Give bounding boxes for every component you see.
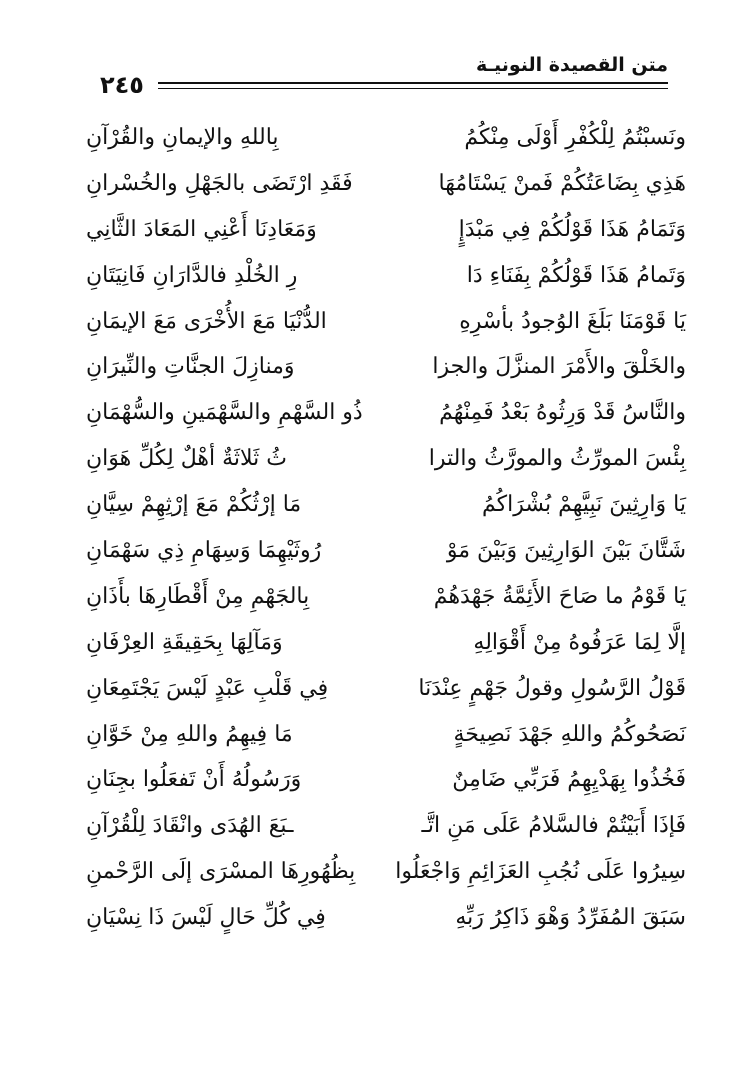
verse-line (86, 669, 686, 715)
first-hemistich: سَبَقَ المُفَرِّدُ وَهْوَ ذَاكِرُ رَبِّهِ (455, 905, 686, 931)
second-hemistich: ـبَعَ الهُدَى وانْقَادَ لِلْقُرْآنِ (86, 813, 294, 839)
first-hemistich: فَإذَا أَبَيْتُمْ فالسَّلامُ عَلَى مَنِ اتَّـ (421, 813, 686, 839)
verse-line (86, 898, 686, 944)
first-hemistich: إلَّا لِمَا عَرَفُوهُ مِنْ أَقْوَالِهِ (473, 629, 686, 655)
first-hemistich: وَتَمَامُ هَذَا قَوْلُكُمْ فِي مَبْدَإٍ (458, 216, 686, 242)
second-hemistich: بِالجَهْمِ مِنْ أَقْطَارِهَا بأَذَانِ (86, 583, 310, 609)
second-hemistich: فِي كُلِّ حَالٍ لَيْسَ ذَا نِسْيَانِ (86, 905, 326, 931)
second-hemistich: بِاللهِ والإيمانِ والقُرْآنِ (86, 125, 279, 150)
second-hemistich: رُوثَيْهِمَا وَسِهَامِ ذِي سَهْمَانِ (86, 538, 322, 564)
first-hemistich: يَا وَارِثِينَ نَبِيَّهِمْ بُشْرَاكُمُ (482, 492, 686, 518)
second-hemistich: فِي قَلْبِ عَبْدٍ لَيْسَ يَجْتَمِعَانِ (86, 675, 329, 701)
first-hemistich: ونَسبْتُمُ لِلْكُفْرِ أَوْلَى مِنْكُمُ (464, 125, 686, 150)
verse-line (86, 485, 686, 531)
verse-line (86, 302, 686, 348)
second-hemistich: مَا إرْثُكُمْ مَعَ إرْثِهِمْ سِيَّانِ (86, 492, 302, 518)
first-hemistich: شَتَّانَ بَيْنَ الوَارِثِينَ وَبَيْنَ مَوْ (446, 538, 686, 564)
first-hemistich: وَتَمامُ هَذَا قَوْلُكُمْ بِفَنَاءِ دَا (466, 262, 686, 288)
verse-line (86, 760, 686, 806)
first-hemistich: فَخُذُوا بِهَدْيِهِمُ فَرَبِّي ضَامِنٌ (452, 767, 686, 793)
first-hemistich: بِئْسَ المورِّثُ والمورَّثُ والترا (428, 446, 686, 472)
verse-line (86, 715, 686, 761)
second-hemistich: الدُّنْيَا مَعَ الأُخْرَى مَعَ الإيمَانِ (86, 308, 327, 334)
second-hemistich: بِظُهُورِهَا المسْرَى إلَى الرَّحْمنِ (86, 859, 356, 885)
second-hemistich: وَمَآلِهَا بِحَقِيقَةِ العِرْفَانِ (86, 629, 283, 655)
second-hemistich: ثُ ثَلاثَةٌ أهْلٌ لِكُلِّ هَوَانِ (86, 446, 287, 472)
second-hemistich: مَا فِيهِمُ واللهِ مِنْ خَوَّانِ (86, 721, 293, 747)
verse-line (86, 577, 686, 623)
first-hemistich: يَا قَوْمُ ما صَاحَ الأَئِمَّةُ جَهْدَهُمْ (433, 583, 686, 609)
verse-line (86, 210, 686, 256)
first-hemistich: والخَلْقَ والأَمْرَ المنزَّلَ والجزا (432, 354, 686, 380)
verse-line (86, 531, 686, 577)
verse-line (86, 852, 686, 898)
first-hemistich: والنَّاسُ قَدْ وَرِثُوهُ بَعْدُ فَمِنْهُمُ (439, 400, 686, 426)
verse-line (86, 164, 686, 210)
first-hemistich: نَصَحُوكُمُ واللهِ جَهْدَ نَصِيحَةٍ (453, 721, 686, 747)
verse-line (86, 347, 686, 393)
second-hemistich: رِ الخُلْدِ فالدَّارَانِ فَانِيَتَانِ (86, 262, 298, 288)
verse-line (86, 256, 686, 302)
first-hemistich: قَوْلُ الرَّسُولِ وقولُ جَهْمٍ عِنْدَنَا (418, 675, 686, 701)
poem-verses (86, 118, 686, 944)
first-hemistich: يَا قَوْمَنَا بَلَغَ الوُجودُ بأسْرِهِ (459, 308, 686, 334)
second-hemistich: ذُو السَّهْمِ والسَّهْمَينِ والسُّهْمَانِ (86, 400, 363, 426)
header-rule (158, 82, 668, 89)
first-hemistich: هَذِي بِضَاعَتُكُمْ فَمنْ يَسْتَامُهَا (438, 170, 686, 196)
verse-line (86, 439, 686, 485)
verse-line (86, 806, 686, 852)
page-number: ٢٤٥ (100, 71, 144, 99)
first-hemistich: سِيرُوا عَلَى نُجُبِ العَزَائِمِ وَاجْعَلُوا (395, 859, 686, 885)
running-title: متن القصيدة النونيـة (475, 54, 668, 76)
second-hemistich: وَرَسُولُهُ أَنْ تَفعَلُوا بجِنَانِ (86, 767, 302, 793)
second-hemistich: وَمنازِلَ الجنَّاتِ والنِّيرَانِ (86, 354, 295, 380)
verse-line (86, 393, 686, 439)
second-hemistich: وَمَعَادِنَا أَعْنِي المَعَادَ الثَّانِي (86, 216, 317, 242)
verse-line (86, 623, 686, 669)
second-hemistich: فَقَدِ ارْتَضَى بالجَهْلِ والخُسْرانِ (86, 170, 353, 196)
verse-line (86, 118, 686, 164)
page-header (100, 52, 668, 98)
